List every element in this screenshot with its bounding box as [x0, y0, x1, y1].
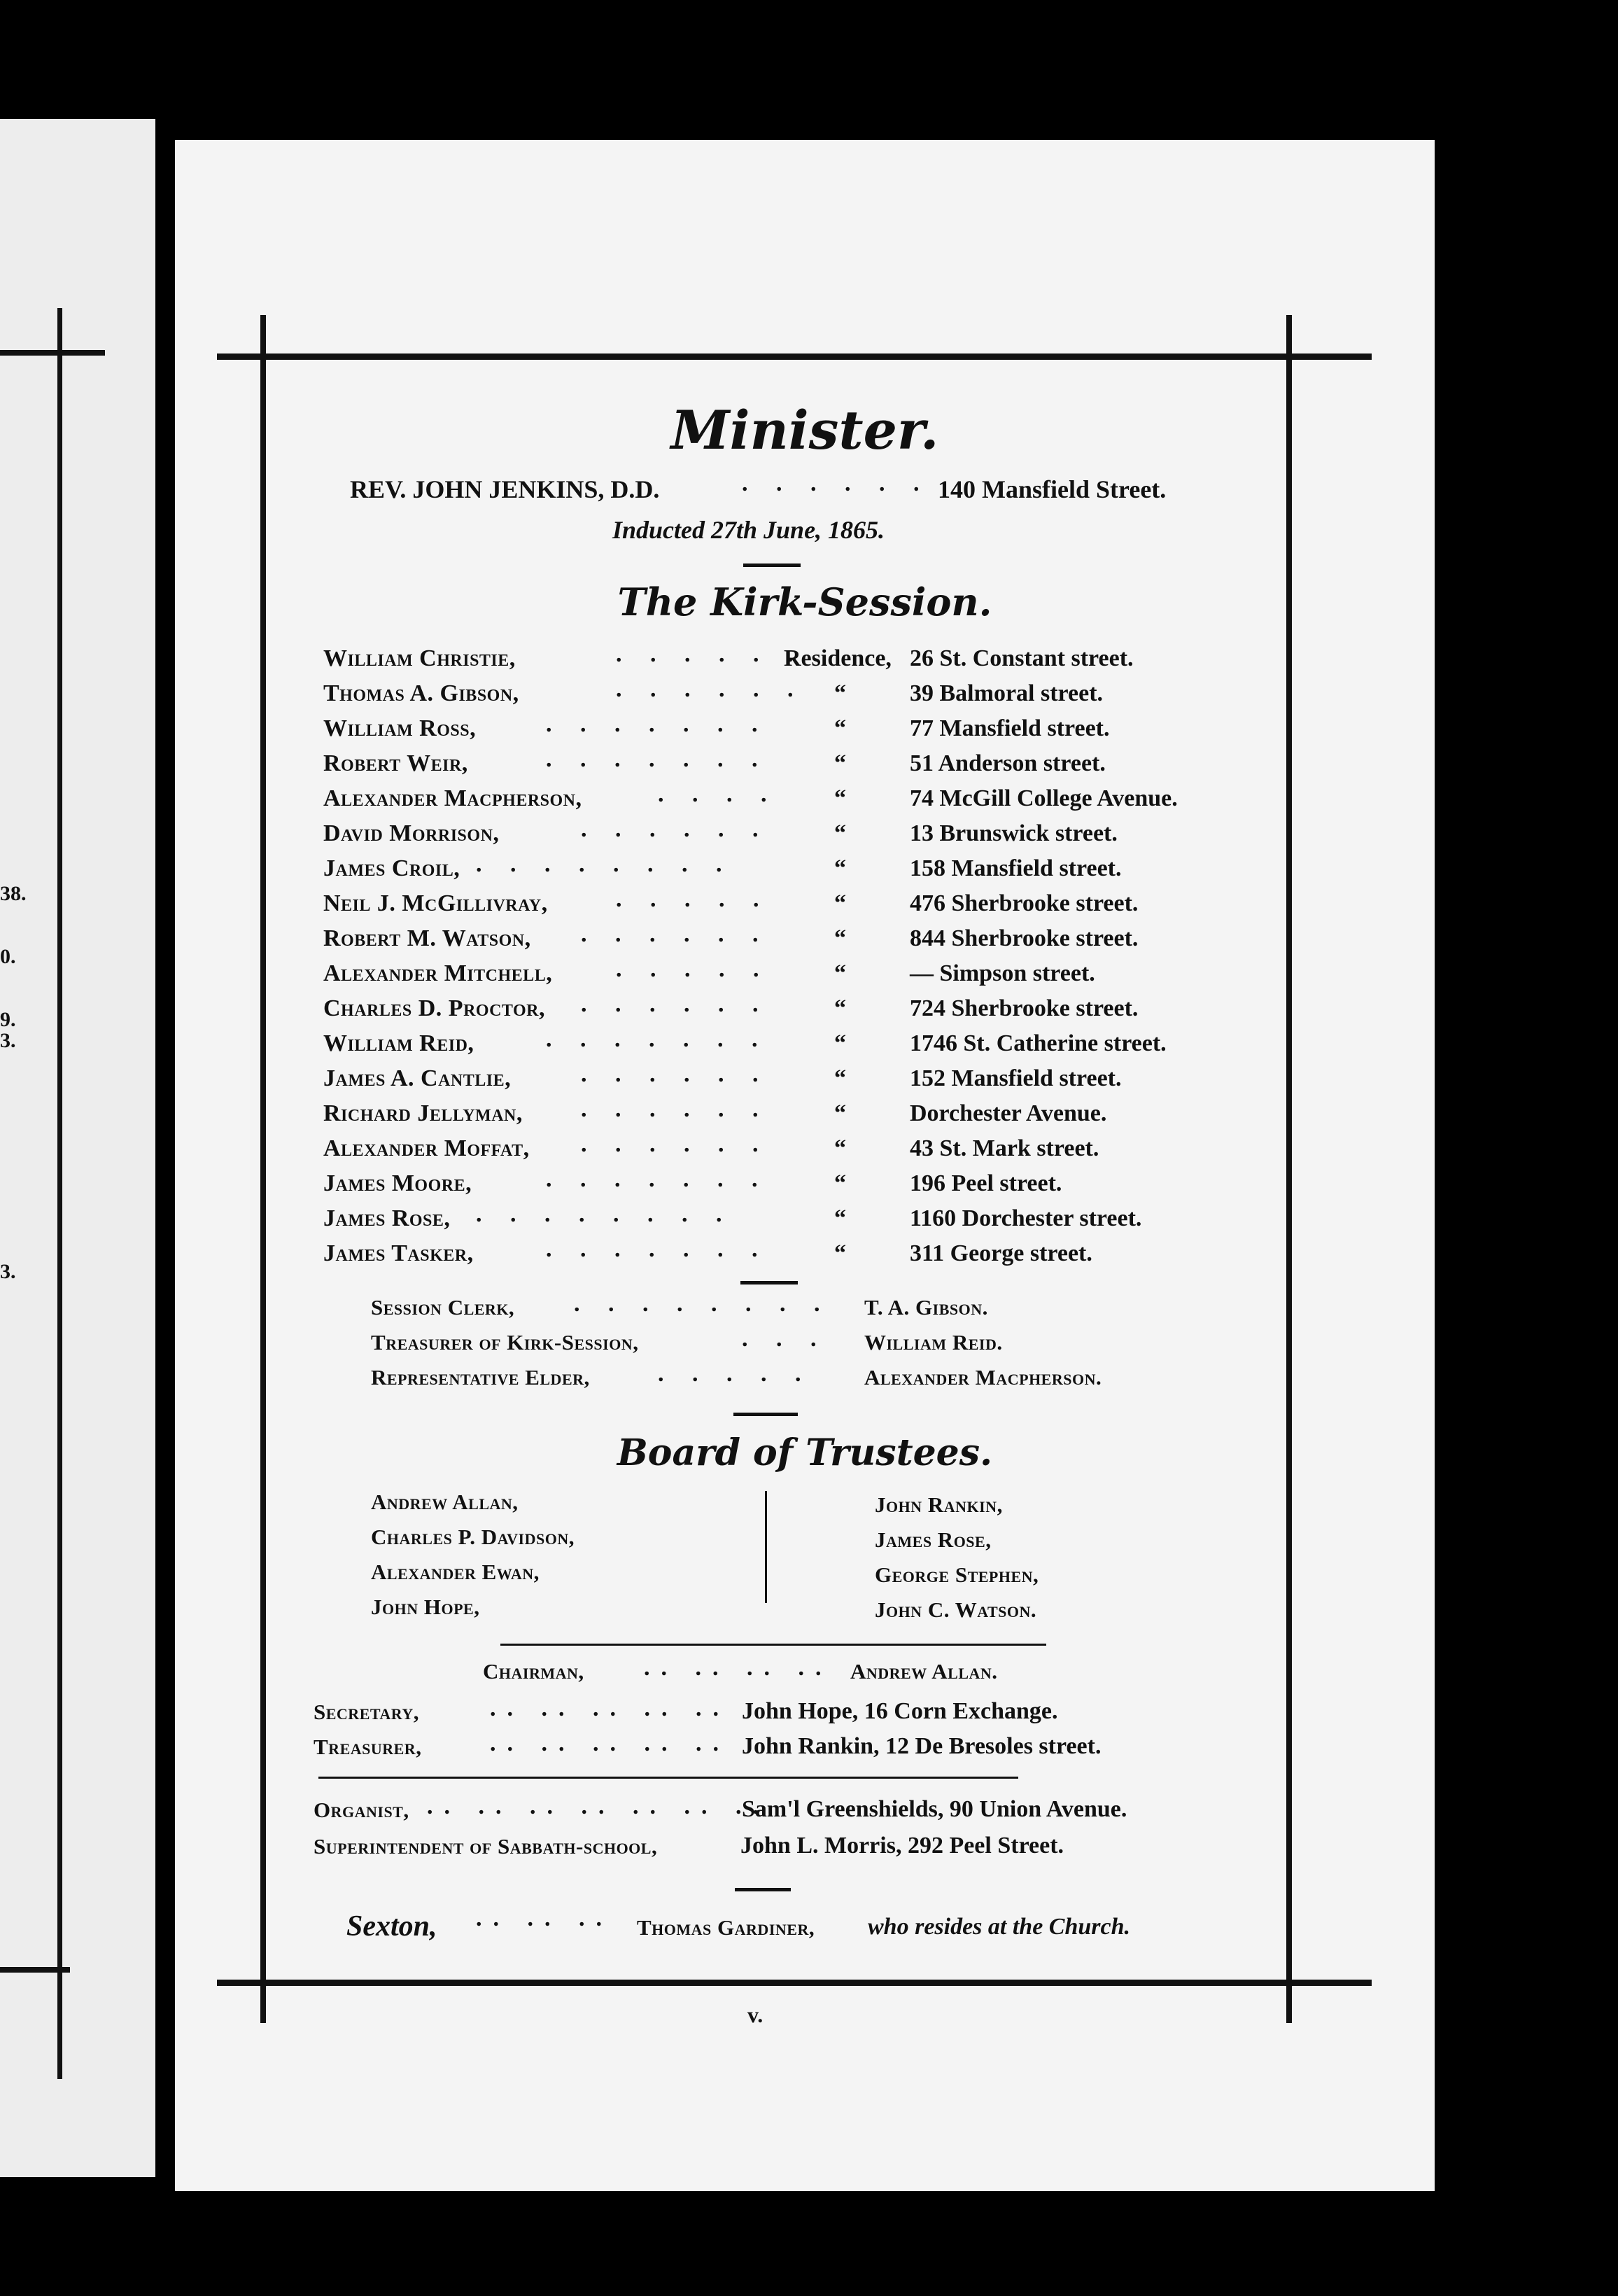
left-fragment: 3. — [0, 1260, 16, 1283]
left-page-vertical-rule — [57, 308, 62, 2079]
left-page-edge — [0, 119, 155, 2177]
member-name: Alexander Mitchell, — [323, 960, 553, 986]
member-residence: “ — [834, 785, 846, 811]
divider — [735, 1888, 791, 1891]
member-address: 13 Brunswick street. — [910, 820, 1118, 846]
member-dots: . . . . . . — [616, 676, 805, 702]
minister-inducted: Inducted 27th June, 1865. — [612, 516, 885, 544]
member-residence: “ — [834, 680, 846, 706]
member-residence: “ — [834, 960, 846, 986]
left-fragment: 0. — [0, 945, 16, 968]
left-page-top-rule — [0, 350, 105, 356]
member-address: 26 St. Constant street. — [910, 645, 1134, 671]
trustee-name: John C. Watson. — [875, 1597, 1037, 1622]
member-address: 51 Anderson street. — [910, 750, 1106, 776]
member-dots: . . . . . . — [581, 1061, 770, 1087]
member-address: 39 Balmoral street. — [910, 680, 1104, 706]
secretary-dots: .. .. .. .. .. — [490, 1695, 730, 1721]
member-residence: “ — [834, 995, 846, 1021]
member-dots: . . . . . . . — [546, 1166, 769, 1192]
trustee-name: Charles P. Davidson, — [371, 1525, 575, 1549]
member-address: 724 Sherbrooke street. — [910, 995, 1139, 1021]
officer-name: William Reid. — [864, 1330, 1003, 1354]
member-name: James A. Cantlie, — [323, 1065, 512, 1091]
member-address: 476 Sherbrooke street. — [910, 890, 1139, 916]
member-name: Charles D. Proctor, — [323, 995, 545, 1021]
officials-rule — [318, 1777, 1018, 1779]
member-residence: “ — [834, 855, 846, 881]
left-fragment: 3. — [0, 1029, 16, 1052]
member-residence: Residence, — [784, 645, 892, 671]
sexton-note: who resides at the Church. — [868, 1914, 1131, 1940]
sexton-title: Sexton, — [346, 1910, 437, 1942]
left-page-bottom-rule — [0, 1967, 70, 1973]
member-dots: . . . . . . . — [546, 1236, 769, 1262]
frame-bottom-rule — [217, 1980, 1372, 1986]
member-residence: “ — [834, 890, 846, 916]
member-residence: “ — [834, 750, 846, 776]
chairman-dots: .. .. .. .. — [644, 1655, 833, 1681]
treasurer-name: John Rankin, 12 De Bresoles street. — [742, 1733, 1102, 1759]
member-residence: “ — [834, 1240, 846, 1266]
member-residence: “ — [834, 1170, 846, 1196]
member-dots: . . . . . . — [581, 921, 770, 947]
treasurer-title: Treasurer, — [314, 1735, 422, 1759]
member-address: 1746 St. Catherine street. — [910, 1030, 1167, 1056]
chairman-name: Andrew Allan. — [850, 1659, 998, 1684]
officer-dots: . . . . . . . . — [574, 1291, 831, 1317]
member-address: 43 St. Mark street. — [910, 1135, 1099, 1161]
member-name: James Tasker, — [323, 1240, 474, 1266]
officer-title: Treasurer of Kirk-Session, — [371, 1330, 639, 1354]
member-dots: . . . . . . . — [546, 1026, 769, 1052]
organist-name: Sam'l Greenshields, 90 Union Avenue. — [742, 1796, 1127, 1822]
trustee-name: John Hope, — [371, 1595, 480, 1619]
secretary-name: John Hope, 16 Corn Exchange. — [742, 1698, 1058, 1724]
member-name: Alexander Moffat, — [323, 1135, 530, 1161]
minister-dots: . . . . . . — [742, 470, 931, 496]
member-name: David Morrison, — [323, 820, 500, 846]
page-number: v. — [747, 2002, 764, 2027]
member-name: Richard Jellyman, — [323, 1100, 523, 1126]
member-residence: “ — [834, 925, 846, 951]
divider — [743, 564, 801, 567]
officer-name: T. A. Gibson. — [864, 1295, 988, 1320]
member-dots: . . . . . — [616, 886, 771, 912]
trustee-name: Andrew Allan, — [371, 1490, 519, 1514]
member-residence: “ — [834, 1030, 846, 1056]
member-dots: . . . . . . — [616, 641, 805, 667]
member-name: Robert M. Watson, — [323, 925, 531, 951]
organist-dots: .. .. .. .. .. .. .. — [427, 1793, 770, 1819]
member-name: Robert Weir, — [323, 750, 468, 776]
member-residence: “ — [834, 820, 846, 846]
member-name: James Rose, — [323, 1205, 451, 1231]
member-name: Alexander Macpherson, — [323, 785, 582, 811]
member-address: 77 Mansfield street. — [910, 715, 1110, 741]
document-page — [175, 140, 1435, 2191]
member-residence: “ — [834, 1065, 846, 1091]
trustee-name: Alexander Ewan, — [371, 1560, 540, 1584]
trustees-rule — [500, 1644, 1046, 1646]
member-address: 74 McGill College Avenue. — [910, 785, 1178, 811]
frame-left-rule — [260, 315, 266, 2023]
frame-right-rule — [1286, 315, 1292, 2023]
superintendent-title: Superintendent of Sabbath-school, — [314, 1834, 658, 1858]
trustee-name: John Rankin, — [875, 1492, 1003, 1517]
member-dots: . . . . . . — [581, 1096, 770, 1122]
member-address: Dorchester Avenue. — [910, 1100, 1107, 1126]
member-address: 311 George street. — [910, 1240, 1092, 1266]
member-address: 152 Mansfield street. — [910, 1065, 1122, 1091]
member-name: Neil J. McGillivray, — [323, 890, 548, 916]
trustee-name: George Stephen, — [875, 1562, 1039, 1587]
frame-top-rule — [217, 354, 1372, 360]
member-address: 196 Peel street. — [910, 1170, 1062, 1196]
officer-name: Alexander Macpherson. — [864, 1365, 1102, 1390]
member-name: James Moore, — [323, 1170, 472, 1196]
officer-title: Session Clerk, — [371, 1295, 515, 1320]
officer-dots: . . . . . — [658, 1361, 812, 1387]
member-dots: . . . . . — [616, 956, 771, 982]
member-residence: “ — [834, 715, 846, 741]
left-fragment: 38. — [0, 882, 27, 905]
superintendent-name: John L. Morris, 292 Peel Street. — [740, 1833, 1064, 1858]
member-name: William Christie, — [323, 645, 516, 671]
member-dots: . . . . — [658, 781, 778, 807]
sexton-name: Thomas Gardiner, — [637, 1915, 815, 1940]
member-residence: “ — [834, 1100, 846, 1126]
minister-heading: Minister. — [670, 399, 939, 461]
member-address: 844 Sherbrooke street. — [910, 925, 1139, 951]
member-dots: . . . . . . . . — [476, 1201, 733, 1227]
divider — [740, 1281, 798, 1284]
officer-title: Representative Elder, — [371, 1365, 590, 1390]
chairman-title: Chairman, — [483, 1659, 584, 1684]
member-dots: . . . . . . . . — [476, 851, 733, 877]
member-name: Thomas A. Gibson, — [323, 680, 519, 706]
kirk-session-heading: The Kirk-Session. — [617, 580, 992, 624]
member-dots: . . . . . . — [581, 991, 770, 1017]
member-address: — Simpson street. — [910, 960, 1095, 986]
minister-name: REV. JOHN JENKINS, D.D. — [350, 475, 660, 503]
treasurer-dots: .. .. .. .. .. — [490, 1730, 730, 1756]
left-fragment: 9. — [0, 1008, 16, 1031]
member-name: William Reid, — [323, 1030, 474, 1056]
member-dots: . . . . . . — [581, 816, 770, 842]
officer-dots: . . . — [742, 1326, 828, 1352]
trustee-name: James Rose, — [875, 1527, 992, 1552]
minister-address: 140 Mansfield Street. — [938, 475, 1167, 503]
member-name: James Croil, — [323, 855, 460, 881]
trustee-column-divider — [765, 1491, 767, 1603]
organist-title: Organist, — [314, 1798, 409, 1822]
member-dots: . . . . . . . — [546, 711, 769, 737]
board-of-trustees-heading: Board of Trustees. — [617, 1432, 993, 1474]
member-residence: “ — [834, 1205, 846, 1231]
member-address: 1160 Dorchester street. — [910, 1205, 1142, 1231]
sexton-dots: .. .. .. — [476, 1905, 613, 1931]
divider — [733, 1413, 798, 1416]
member-name: William Ross, — [323, 715, 477, 741]
member-address: 158 Mansfield street. — [910, 855, 1122, 881]
member-dots: . . . . . . . — [546, 746, 769, 772]
secretary-title: Secretary, — [314, 1700, 420, 1724]
member-dots: . . . . . . — [581, 1131, 770, 1157]
member-residence: “ — [834, 1135, 846, 1161]
